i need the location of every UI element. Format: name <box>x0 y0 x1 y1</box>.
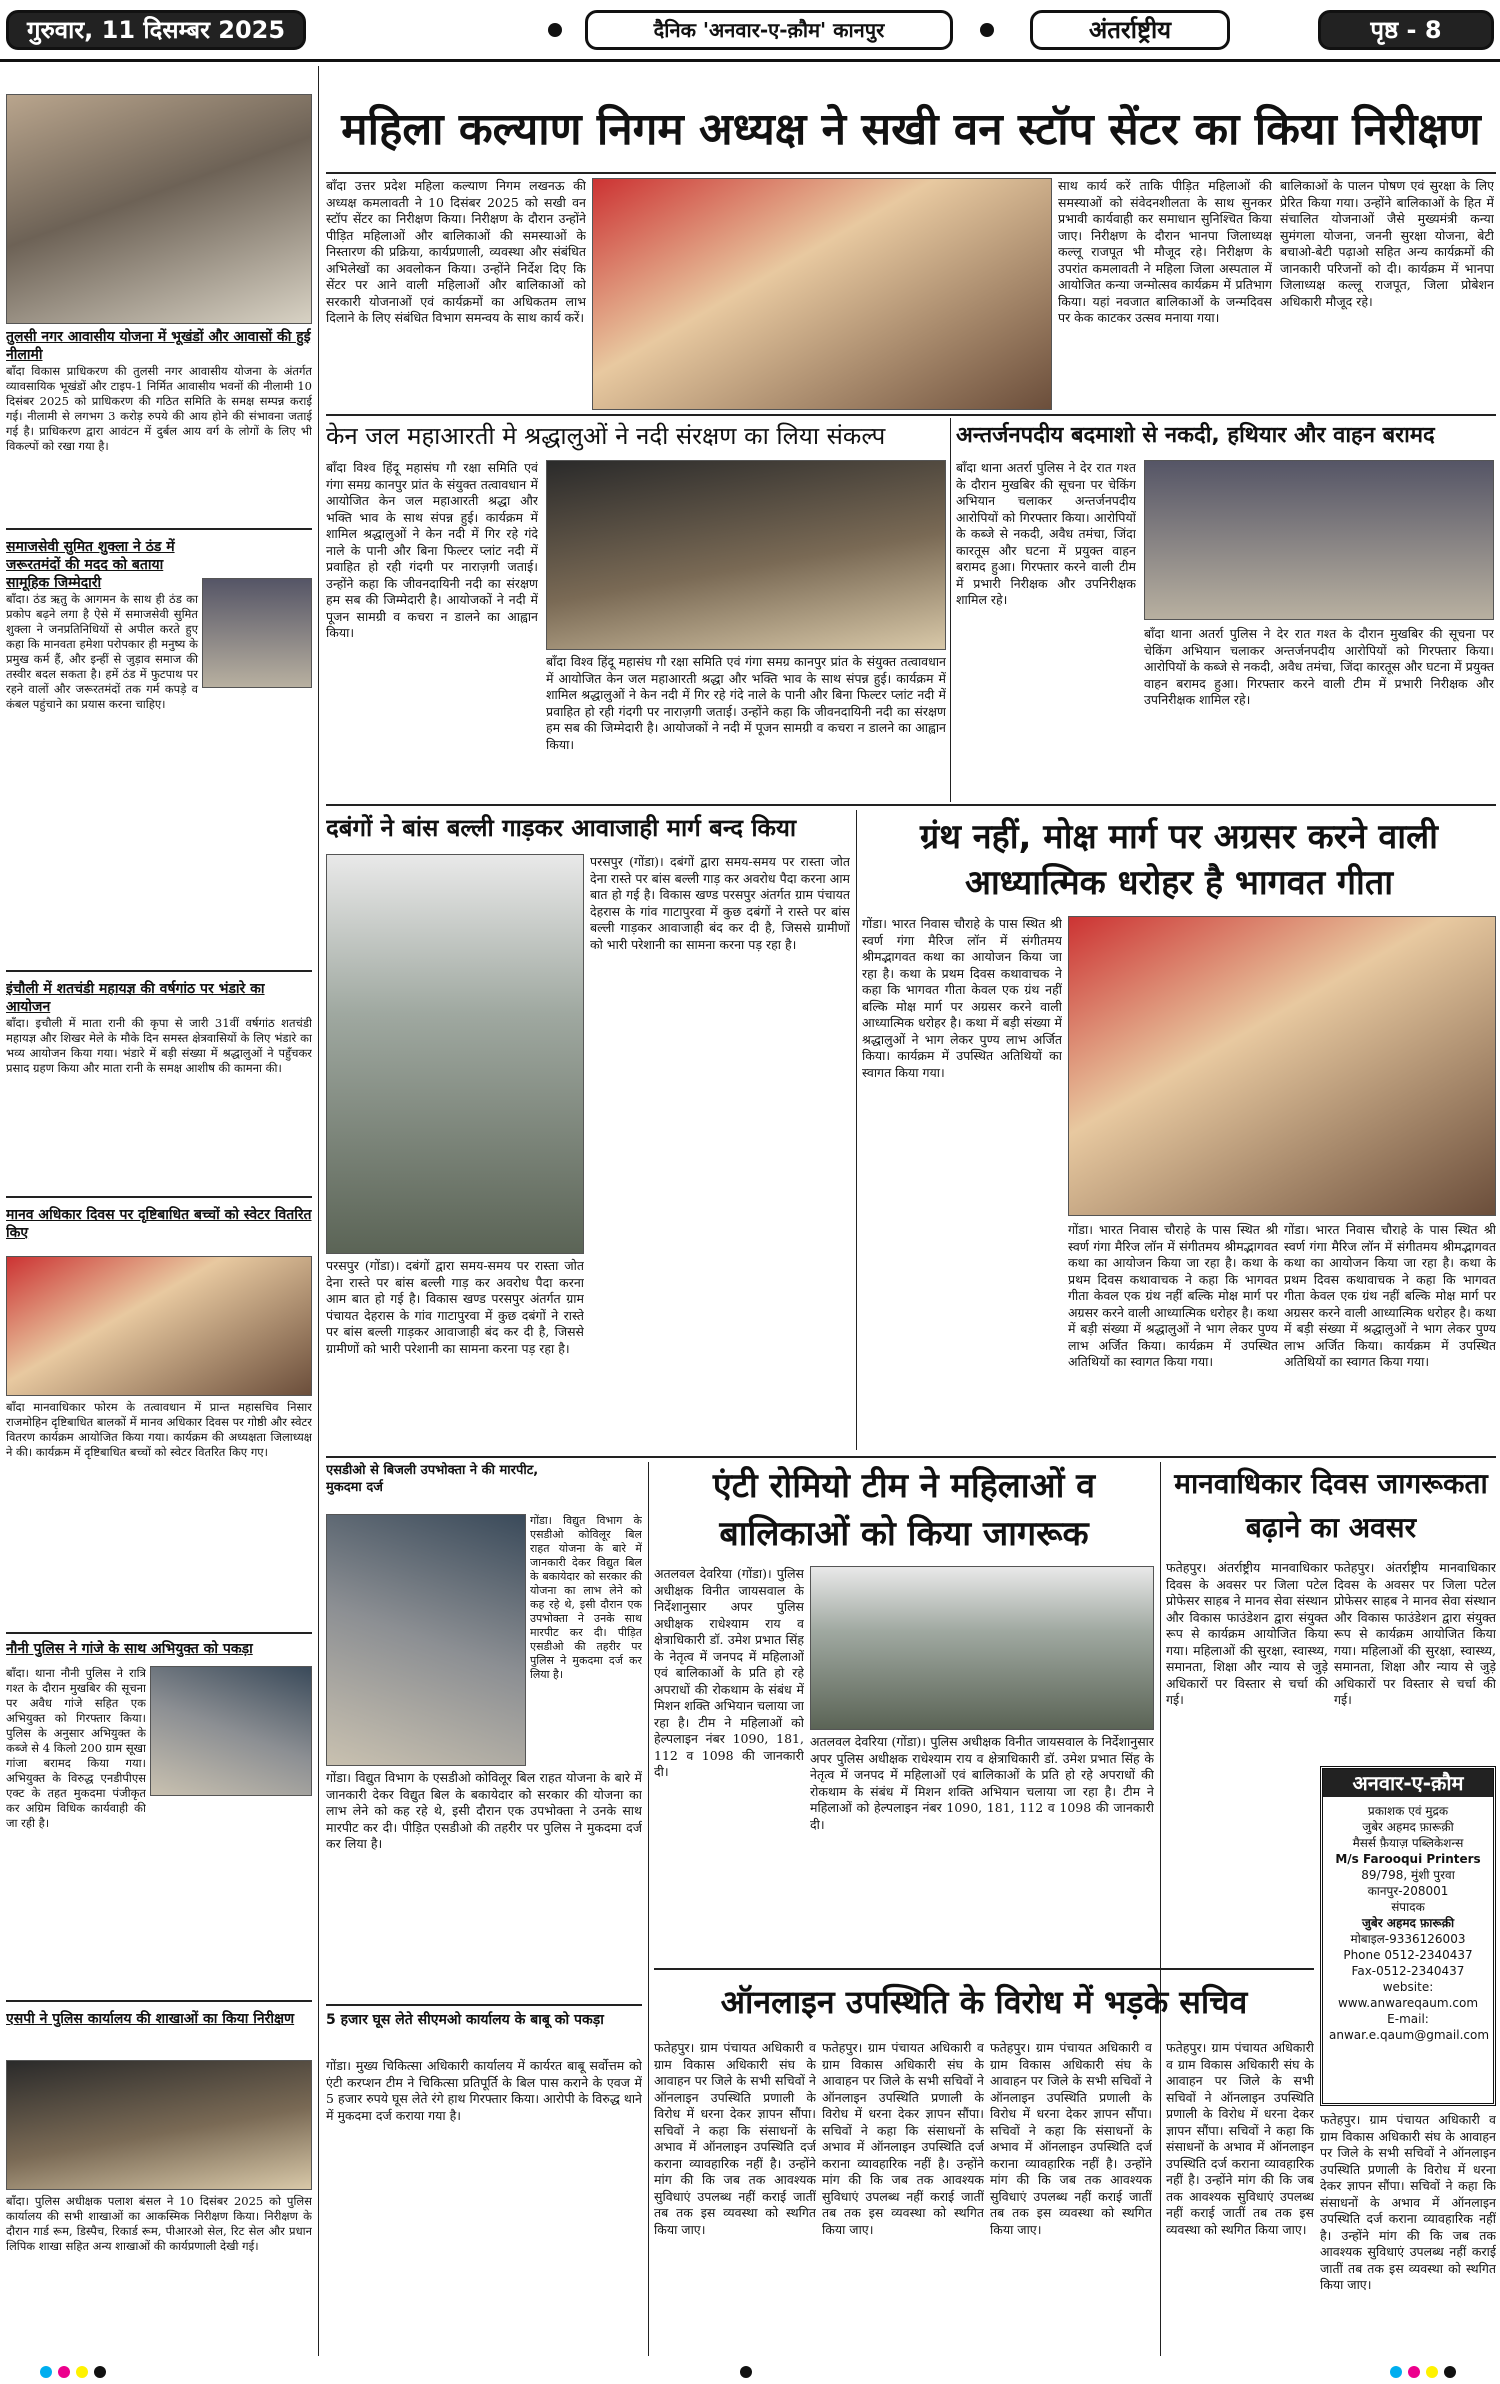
article-photo <box>326 854 584 1254</box>
article-body: अतलवल देवरिया (गोंडा)। पुलिस अधीक्षक विनीत जायसवाल के निर्देशानुसार अपर पुलिस अधीक्षक राधेश्याम राय व क्षेत्राधिकारी डॉ. उमेश प्रभात सिंह के नेतृत्व में जनपद में महिलाओं एवं बालिकाओं के प्रति हो रहे अपराधों की रोकथाम के संबंध में मिशन शक्ति अभियान चलाया जा रहा है। टीम ने महिलाओं को हेल्पलाइन नंबर 1090, 181, 112 व 1098 की जानकारी दी। <box>654 1566 804 1779</box>
article-body: बाँदा विश्व हिंदू महासंघ गौ रक्षा समिति एवं गंगा समग्र कानपुर प्रांत के संयुक्त तत्वावधान में आयोजित केन जल महाआरती श्रद्धा और भक्ति भाव के साथ संपन्न हुई। कार्यक्रम में शामिल श्रद्धालुओं ने केन नदी में गिर रहे गंदे नाले के पानी और बिना फिल्टर प्लांट नदी में प्रवाहित हो रही गंदगी पर नाराज़गी जताई। उन्होंने कहा कि जीवनदायिनी नदी का संरक्षण हम सब की जिम्मेदारी है। आयोजकों ने नदी में पूजन सामग्री व कचरा न डालने का आह्वान किया। <box>326 460 538 640</box>
article-body-continued: गोंडा। भारत निवास चौराहे के पास स्थित श्री स्वर्ण गंगा मैरिज लॉन में संगीतमय श्रीमद्भागवत कथा का आयोजन किया जा रहा है। कथा के प्रथम दिवस कथावाचक ने कहा कि भागवत गीता केवल एक ग्रंथ नहीं बल्कि मोक्ष मार्ग पर अग्रसर करने वाली आध्यात्मिक धरोहर है। कथा में बड़ी संख्या में श्रद्धालुओं ने भाग लेकर पुण्य लाभ अर्जित किया। कार्यक्रम में उपस्थित अतिथियों का स्वागत किया गया। <box>1284 1222 1496 1369</box>
article-photo <box>1144 460 1494 620</box>
registration-mark-icon <box>740 2366 752 2378</box>
article-headline: एंटी रोमियो टीम ने महिलाओं व बालिकाओं को किया जागरूक <box>712 1466 1096 1554</box>
registration-mark-icon <box>76 2366 88 2378</box>
lead-photo <box>592 178 1052 410</box>
article-body-continued: गोंडा। भारत निवास चौराहे के पास स्थित श्री स्वर्ण गंगा मैरिज लॉन में संगीतमय श्रीमद्भागवत कथा का आयोजन किया जा रहा है। कथा के प्रथम दिवस कथावाचक ने कहा कि भागवत गीता केवल एक ग्रंथ नहीं बल्कि मोक्ष मार्ग पर अग्रसर करने वाली आध्यात्मिक धरोहर है। कथा में बड़ी संख्या में श्रद्धालुओं ने भाग लेकर पुण्य लाभ अर्जित किया। कार्यक्रम में उपस्थित अतिथियों का स्वागत किया गया। <box>1068 1222 1278 1369</box>
article-photo <box>546 460 946 650</box>
article-headline-box <box>6 2010 312 2054</box>
registration-mark-icon <box>1408 2366 1420 2378</box>
imprint-line: M/s Farooqui Printers <box>1335 1852 1481 1866</box>
lead-body-1: बाँदा उत्तर प्रदेश महिला कल्याण निगम लखनऊ की अध्यक्ष कमलावती ने 10 दिसंबर 2025 को सखी वन स्टॉप सेंटर का निरीक्षण किया। निरीक्षण के दौरान उन्होंने पीड़ित महिलाओं और बालिकाओं की समस्याओं के निस्तारण की प्रक्रिया, कार्यप्रणाली, व्यवस्था और संबंधित अभिलेखों का अवलोकन किया। उन्होंने निर्देश दिए कि सेंटर पर आने वाली महिलाओं और बालिकाओं को सरकारी योजनाओं एवं कार्यक्रमों का अधिकतम लाभ दिलाने के लिए संबंधित विभाग समन्वय के साथ कार्य करें। <box>326 178 586 325</box>
article-headline: समाजसेवी सुमित शुक्ला ने ठंड में जरूरतमंदों की मदद को बताया सामूहिक जिम्मेदारी <box>6 539 175 591</box>
article-photo <box>150 1666 312 1796</box>
lead-headline: महिला कल्याण निगम अध्यक्ष ने सखी वन स्टॉप सेंटर का किया निरीक्षण <box>341 104 1481 155</box>
article-body-continued: फतेहपुर। ग्राम पंचायत अधिकारी व ग्राम विकास अधिकारी संघ के आवाहन पर जिले के सभी सचिवों ने ऑनलाइन उपस्थिति प्रणाली के विरोध में धरना देकर ज्ञापन सौंपा। सचिवों ने कहा कि संसाधनों के अभाव में ऑनलाइन उपस्थिति दर्ज कराना व्यावहारिक नहीं है। उन्होंने मांग की कि जब तक आवश्यक सुविधाएं उपलब्ध नहीं कराई जातीं तब तक इस व्यवस्था को स्थगित किया जाए। <box>1320 2112 1496 2292</box>
article-body-continued: फतेहपुर। ग्राम पंचायत अधिकारी व ग्राम विकास अधिकारी संघ के आवाहन पर जिले के सभी सचिवों ने ऑनलाइन उपस्थिति प्रणाली के विरोध में धरना देकर ज्ञापन सौंपा। सचिवों ने कहा कि संसाधनों के अभाव में ऑनलाइन उपस्थिति दर्ज कराना व्यावहारिक नहीं है। उन्होंने मांग की कि जब तक आवश्यक सुविधाएं उपलब्ध नहीं कराई जातीं तब तक इस व्यवस्था को स्थगित किया जाए। <box>1166 2040 1314 2237</box>
date-label: गुरुवार, 11 दिसम्बर 2025 <box>6 10 306 50</box>
article-body: फतेहपुर। ग्राम पंचायत अधिकारी व ग्राम विकास अधिकारी संघ के आवाहन पर जिले के सभी सचिवों ने ऑनलाइन उपस्थिति प्रणाली के विरोध में धरना देकर ज्ञापन सौंपा। सचिवों ने कहा कि संसाधनों के अभाव में ऑनलाइन उपस्थिति दर्ज कराना व्यावहारिक नहीं है। उन्होंने मांग की कि जब तक आवश्यक सुविधाएं उपलब्ध नहीं कराई जातीं तब तक इस व्यवस्था को स्थगित किया जाए। <box>654 2040 816 2237</box>
article-headline: दबंगों ने बांस बल्ली गाड़कर आवाजाही मार्ग बन्द किया <box>326 814 797 842</box>
article-body: गोंडा। विद्युत विभाग के एसडीओ कोविलूर बिल राहत योजना के बारे में जानकारी देकर विद्युत बिल के बकायेदार को सरकार की योजना का लाभ लेने को कह रहे थे, इसी दौरान एक उपभोक्ता ने उनके साथ मारपीट कर दी। पीड़ित एसडीओ की तहरीर पर पुलिस ने मुकदमा दर्ज कर लिया है। <box>530 1514 642 1681</box>
registration-mark-icon <box>94 2366 106 2378</box>
article-photo <box>6 94 312 324</box>
article-body: बाँदा विकास प्राधिकरण की तुलसी नगर आवासीय योजना के अंतर्गत व्यावसायिक भूखंडों और टाइप-1 निर्मित आवासीय भवनों की नीलामी 10 दिसंबर 2025 को प्राधिकरण की गठित समिति के समक्ष सम्पन्न कराई गई। नीलामी से लगभग 3 करोड़ रुपये की आय होने की संभावना जताई गई है। प्राधिकरण द्वारा आवंटन में दुर्बल आय वर्ग के लोगों के लिए भी विकल्पों को रखा गया है। <box>6 364 312 453</box>
article-body: बाँदा। ठंड ऋतु के आगमन के साथ ही ठंड का प्रकोप बढ़ने लगा है ऐसे में समाजसेवी सुमित शुक्ला ने जनप्रतिनिधियों से अपील करते हुए कहा कि मानवता हमेशा परोपकार ही मनुष्य के प्रमुख कर्म हैं, और इन्हीं से जुड़ाव समाज की तस्वीर बदल सकता है। हमें ठंड में फुटपाथ पर रहने वालों और जरूरतमंदों तक गर्म कपड़े व कंबल पहुंचाने का प्रयास करना चाहिए। <box>6 592 198 711</box>
article-headline: केन जल महाआरती मे श्रद्धालुओं ने नदी संरक्षण का लिया संकल्प <box>326 422 886 450</box>
article-body: बाँदा। इचौली में माता रानी की कृपा से जारी 31वीं वर्षगांठ शतचंडी महायज्ञ और शिखर मेले के मौके दिन समस्त क्षेत्रवासियों के लिए भंडारे का भव्य आयोजन किया गया। भंडारे में बड़ी संख्या में श्रद्धालुओं ने पहुँचकर प्रसाद ग्रहण किया और माता रानी के समक्ष आशीष की कामना की। <box>6 1016 312 1075</box>
article-body-continued: बाँदा थाना अतर्रा पुलिस ने देर रात गश्त के दौरान मुखबिर की सूचना पर चेकिंग अभियान चलाकर अन्तर्जनपदीय आरोपियों को गिरफ्तार किया। आरोपियों के कब्जे से नकदी, अवैध तमंचा, जिंदा कारतूस और घटना में प्रयुक्त वाहन बरामद हुआ। गिरफ्तार करने वाली टीम में प्रभारी निरीक्षक और उपनिरीक्षक शामिल रहे। <box>1144 626 1494 707</box>
section-label: अंतर्राष्ट्रीय <box>1030 10 1230 50</box>
article-photo <box>810 1566 1154 1730</box>
article-headline: 5 हजार घूस लेते सीएमओ कार्यालय के बाबू को पकड़ा <box>326 2012 604 2028</box>
article-body: बाँदा। पुलिस अधीक्षक पलाश बंसल ने 10 दिसंबर 2025 को पुलिस कार्यालय की सभी शाखाओं का आकस्मिक निरीक्षण किया। निरीक्षण के दौरान गार्ड रूम, डिस्पैच, रिकार्ड रूम, पीआरओ सेल, रिट सेल और प्रधान लिपिक शाखा सहित अन्य शाखाओं की कार्यप्रणाली देखी गई। <box>6 2194 312 2253</box>
article-sumit-shukla <box>6 538 312 968</box>
registration-mark-icon <box>58 2366 70 2378</box>
article-tulsi-nagar <box>6 328 312 528</box>
article-body-continued: बाँदा विश्व हिंदू महासंघ गौ रक्षा समिति एवं गंगा समग्र कानपुर प्रांत के संयुक्त तत्वावधान में आयोजित केन जल महाआरती श्रद्धा और भक्ति भाव के साथ संपन्न हुई। कार्यक्रम में शामिल श्रद्धालुओं ने केन नदी में गिर रहे गंदे नाले के पानी और बिना फिल्टर प्लांट नदी में प्रवाहित हो रही गंदगी पर नाराज़गी जताई। उन्होंने कहा कि जीवनदायिनी नदी का संरक्षण हम सब की जिम्मेदारी है। आयोजकों ने नदी में पूजन सामग्री व कचरा न डालने का आह्वान किया। <box>546 654 946 752</box>
imprint-line: 89/798, मुंशी पुरवा कानपुर-208001 <box>1361 1868 1455 1898</box>
article-photo <box>1068 916 1496 1216</box>
article-body: बाँदा मानवाधिकार फोरम के तत्वावधान में प्रान्त महासचिव निसार राजमोहिन दृष्टिबाधित बालकों में मानव अधिकार दिवस पर गोष्ठी और स्वेटर वितरण कार्यक्रम आयोजित किया गया। कार्यक्रम की अध्यक्षता जिलाध्यक्ष ने की। कार्यक्रम में दृष्टिबाधित बच्चों को स्वेटर वितरित किए गए। <box>6 1400 312 1459</box>
portrait-photo <box>202 578 312 688</box>
paper-name: दैनिक 'अनवार-ए-क़ौम' कानपुर <box>585 10 953 50</box>
imprint-line: Fax-0512-2340437 <box>1351 1964 1465 1978</box>
registration-mark-icon <box>980 23 994 37</box>
article-headline: एसपी ने पुलिस कार्यालय की शाखाओं का किया निरीक्षण <box>6 2011 295 2027</box>
imprint-line: E-mail: anwar.e.qaum@gmail.com <box>1329 2012 1490 2042</box>
article-body-continued: परसपुर (गोंडा)। दबंगों द्वारा समय-समय पर रास्ता जोत देना रास्ते पर बांस बल्ली गाड़ कर अवरोध पैदा करना आम बात हो गई है। विकास खण्ड परसपुर अंतर्गत ग्राम पंचायत देहरास के गांव गाटापुरवा में कुछ दबंगों ने रास्ते पर बांस बल्ली गाड़कर आवाजाही बंद कर दी है, जिससे ग्रामीणों को भारी परेशानी का सामना करना पड़ रहा है। <box>590 854 850 952</box>
imprint-line: Phone 0512-2340437 <box>1343 1948 1473 1962</box>
imprint-line: जुबेर अहमद फ़ारूक़ी <box>1361 1916 1455 1930</box>
article-headline: तुलसी नगर आवासीय योजना में भूखंडों और आवासों की हुई नीलामी <box>6 329 311 363</box>
article-body: गोंडा। मुख्य चिकित्सा अधिकारी कार्यालय में कार्यरत बाबू सर्वोत्तम को एंटी करप्शन टीम ने चिकित्सा प्रतिपूर्ति के बिल पास कराने के एवज में 5 हजार रुपये घूस लेते रंगे हाथ गिरफ्तार किया। आरोपी के विरुद्ध थाने में मुकदमा दर्ज कराया गया है। <box>326 2058 642 2123</box>
print-footer <box>0 2362 1500 2384</box>
article-headline: ग्रंथ नहीं, मोक्ष मार्ग पर अग्रसर करने वाली आध्यात्मिक धरोहर है भागवत गीता <box>920 817 1438 903</box>
article-body: परसपुर (गोंडा)। दबंगों द्वारा समय-समय पर रास्ता जोत देना रास्ते पर बांस बल्ली गाड़ कर अवरोध पैदा करना आम बात हो गई है। विकास खण्ड परसपुर अंतर्गत ग्राम पंचायत देहरास के गांव गाटापुरवा में कुछ दबंगों ने रास्ते पर बांस बल्ली गाड़कर आवाजाही बंद कर दी है, जिससे ग्रामीणों को भारी परेशानी का सामना करना पड़ रहा है। <box>326 1258 584 1356</box>
registration-mark-icon <box>548 23 562 37</box>
article-headline-box <box>6 1640 312 1662</box>
registration-mark-icon <box>1426 2366 1438 2378</box>
article-body-continued: फतेहपुर। अंतर्राष्ट्रीय मानवाधिकार दिवस के अवसर पर जिला पटेल प्रोफेसर साहब ने मानव सेवा संस्थान और विकास फाउंडेशन द्वारा संयुक्त रूप से कार्यक्रम आयोजित किया गया। महिलाओं की सुरक्षा, स्वास्थ्य, समानता, शिक्षा और न्याय से जुड़े अधिकारों पर विस्तार से चर्चा की गई। <box>1334 1560 1496 1707</box>
imprint-line: मोबाइल-9336126003 <box>1350 1932 1466 1946</box>
article-headline: मानव अधिकार दिवस पर दृष्टिबाधित बच्चों को स्वेटर वितरित किए <box>6 1207 312 1241</box>
article-headline: ऑनलाइन उपस्थिति के विरोध में भड़के सचिव <box>720 1983 1248 2021</box>
article-body: गोंडा। भारत निवास चौराहे के पास स्थित श्री स्वर्ण गंगा मैरिज लॉन में संगीतमय श्रीमद्भागवत कथा का आयोजन किया जा रहा है। कथा के प्रथम दिवस कथावाचक ने कहा कि भागवत गीता केवल एक ग्रंथ नहीं बल्कि मोक्ष मार्ग पर अग्रसर करने वाली आध्यात्मिक धरोहर है। कथा में बड़ी संख्या में श्रद्धालुओं ने भाग लेकर पुण्य लाभ अर्जित किया। कार्यक्रम में उपस्थित अतिथियों का स्वागत किया गया। <box>862 916 1062 1080</box>
imprint-box <box>1320 1766 1496 2106</box>
article-headline: एसडीओ से बिजली उपभोक्ता ने की मारपीट, मुकदमा दर्ज <box>326 1463 539 1495</box>
registration-mark-icon <box>40 2366 52 2378</box>
lead-body-3: बालिकाओं के पालन पोषण एवं सुरक्षा के लिए प्रेरित किया गया। उन्होंने बालिकाओं के हित में संचालित योजनाओं जैसे मुख्यमंत्री कन्या सुमंगला योजना, जननी सुरक्षा योजना, बेटी बचाओ-बेटी पढ़ाओ सहित अन्य कार्यक्रमों की जानकारी परिजनों को दी। कार्यक्रम में भानपा जिलाध्यक्ष कल्लू राजपूत, जिला प्रोबेशन अधिकारी मौजूद रहे। <box>1280 178 1494 309</box>
registration-mark-icon <box>1444 2366 1456 2378</box>
article-photo <box>6 2060 312 2190</box>
imprint-line: संपादक <box>1391 1900 1425 1914</box>
article-headline-box <box>6 1206 312 1252</box>
article-photo <box>6 1256 312 1396</box>
article-body: बाँदा। थाना नौनी पुलिस ने रात्रि गश्त के दौरान मुखबिर की सूचना पर अवैध गांजे सहित एक अभियुक्त को गिरफ्तार किया। पुलिस के अनुसार अभियुक्त के कब्जे से 4 किलो 200 ग्राम सूखा गांजा बरामद किया गया। अभियुक्त के विरुद्ध एनडीपीएस एक्ट के तहत मुकदमा पंजीकृत कर अग्रिम विधिक कार्यवाही की जा रही है। <box>6 1666 146 1830</box>
article-headline: इंचौली में शतचंडी महायज्ञ की वर्षगांठ पर भंडारे का आयोजन <box>6 981 265 1015</box>
lead-body-2: साथ कार्य करें ताकि पीड़ित महिलाओं की समस्याओं को संवेदनशीलता के साथ सुनकर प्रभावी कार्यवाही कर समाधान सुनिश्चित किया जाए। निरीक्षण के दौरान भानपा जिलाध्यक्ष कल्लू राजपूत भी मौजूद रहे। निरीक्षण के उपरांत कमलावती ने महिला जिला अस्पताल में आयोजित कन्या जन्मोत्सव कार्यक्रम में प्रतिभाग किया। यहां नवजात बालिकाओं के जन्मदिवस पर केक काटकर उत्सव मनाया गया। <box>1058 178 1272 325</box>
article-headline: अन्तर्जनपदीय बदमाशो से नकदी, हथियार और वाहन बरामद <box>956 423 1435 448</box>
article-body-continued: गोंडा। विद्युत विभाग के एसडीओ कोविलूर बिल राहत योजना के बारे में जानकारी देकर विद्युत बिल के बकायेदार को सरकार की योजना का लाभ लेने को कह रहे थे, इसी दौरान एक उपभोक्ता ने उनके साथ मारपीट कर दी। पीड़ित एसडीओ की तहरीर पर पुलिस ने मुकदमा दर्ज कर लिया है। <box>326 1770 642 1851</box>
article-photo <box>326 1514 526 1766</box>
article-body-continued: अतलवल देवरिया (गोंडा)। पुलिस अधीक्षक विनीत जायसवाल के निर्देशानुसार अपर पुलिस अधीक्षक राधेश्याम राय व क्षेत्राधिकारी डॉ. उमेश प्रभात सिंह के नेतृत्व में जनपद में महिलाओं एवं बालिकाओं के प्रति हो रहे अपराधों की रोकथाम के संबंध में मिशन शक्ति अभियान चलाया जा रहा है। टीम ने महिलाओं को हेल्पलाइन नंबर 1090, 181, 112 व 1098 की जानकारी दी। <box>810 1734 1154 1832</box>
article-body: फतेहपुर। अंतर्राष्ट्रीय मानवाधिकार दिवस के अवसर पर जिला पटेल प्रोफेसर साहब ने मानव सेवा संस्थान और विकास फाउंडेशन द्वारा संयुक्त रूप से कार्यक्रम आयोजित किया गया। महिलाओं की सुरक्षा, स्वास्थ्य, समानता, शिक्षा और न्याय से जुड़े अधिकारों पर विस्तार से चर्चा की गई। <box>1166 1560 1328 1707</box>
article-headline: नौनी पुलिस ने गांजे के साथ अभियुक्त को पकड़ा <box>6 1641 253 1657</box>
article-inchauli <box>6 980 312 1194</box>
article-body: बाँदा थाना अतर्रा पुलिस ने देर रात गश्त के दौरान मुखबिर की सूचना पर चेकिंग अभियान चलाकर अन्तर्जनपदीय आरोपियों को गिरफ्तार किया। आरोपियों के कब्जे से नकदी, अवैध तमंचा, जिंदा कारतूस और घटना में प्रयुक्त वाहन बरामद हुआ। गिरफ्तार करने वाली टीम में प्रभारी निरीक्षक और उपनिरीक्षक शामिल रहे। <box>956 460 1136 607</box>
masthead <box>0 0 1500 62</box>
page-number: पृष्ठ - 8 <box>1318 10 1494 50</box>
imprint-line: जुबेर अहमद फ़ारूक़ी <box>1362 1820 1454 1834</box>
imprint-line: प्रकाशक एवं मुद्रक <box>1367 1804 1449 1818</box>
registration-mark-icon <box>1390 2366 1402 2378</box>
article-body-continued: फतेहपुर। ग्राम पंचायत अधिकारी व ग्राम विकास अधिकारी संघ के आवाहन पर जिले के सभी सचिवों ने ऑनलाइन उपस्थिति प्रणाली के विरोध में धरना देकर ज्ञापन सौंपा। सचिवों ने कहा कि संसाधनों के अभाव में ऑनलाइन उपस्थिति दर्ज कराना व्यावहारिक नहीं है। उन्होंने मांग की कि जब तक आवश्यक सुविधाएं उपलब्ध नहीं कराई जातीं तब तक इस व्यवस्था को स्थगित किया जाए। <box>990 2040 1152 2237</box>
imprint-title: अनवार-ए-क़ौम <box>1323 1769 1493 1797</box>
article-headline: मानवाधिकार दिवस जागरूकता बढ़ाने का अवसर <box>1174 1467 1488 1544</box>
imprint-line: मैसर्स फ़ैयाज़ पब्लिकेशन्स <box>1352 1836 1464 1850</box>
imprint-line: website: www.anwareqaum.com <box>1337 1980 1479 2010</box>
article-body-continued: फतेहपुर। ग्राम पंचायत अधिकारी व ग्राम विकास अधिकारी संघ के आवाहन पर जिले के सभी सचिवों ने ऑनलाइन उपस्थिति प्रणाली के विरोध में धरना देकर ज्ञापन सौंपा। सचिवों ने कहा कि संसाधनों के अभाव में ऑनलाइन उपस्थिति दर्ज कराना व्यावहारिक नहीं है। उन्होंने मांग की कि जब तक आवश्यक सुविधाएं उपलब्ध नहीं कराई जातीं तब तक इस व्यवस्था को स्थगित किया जाए। <box>822 2040 984 2237</box>
